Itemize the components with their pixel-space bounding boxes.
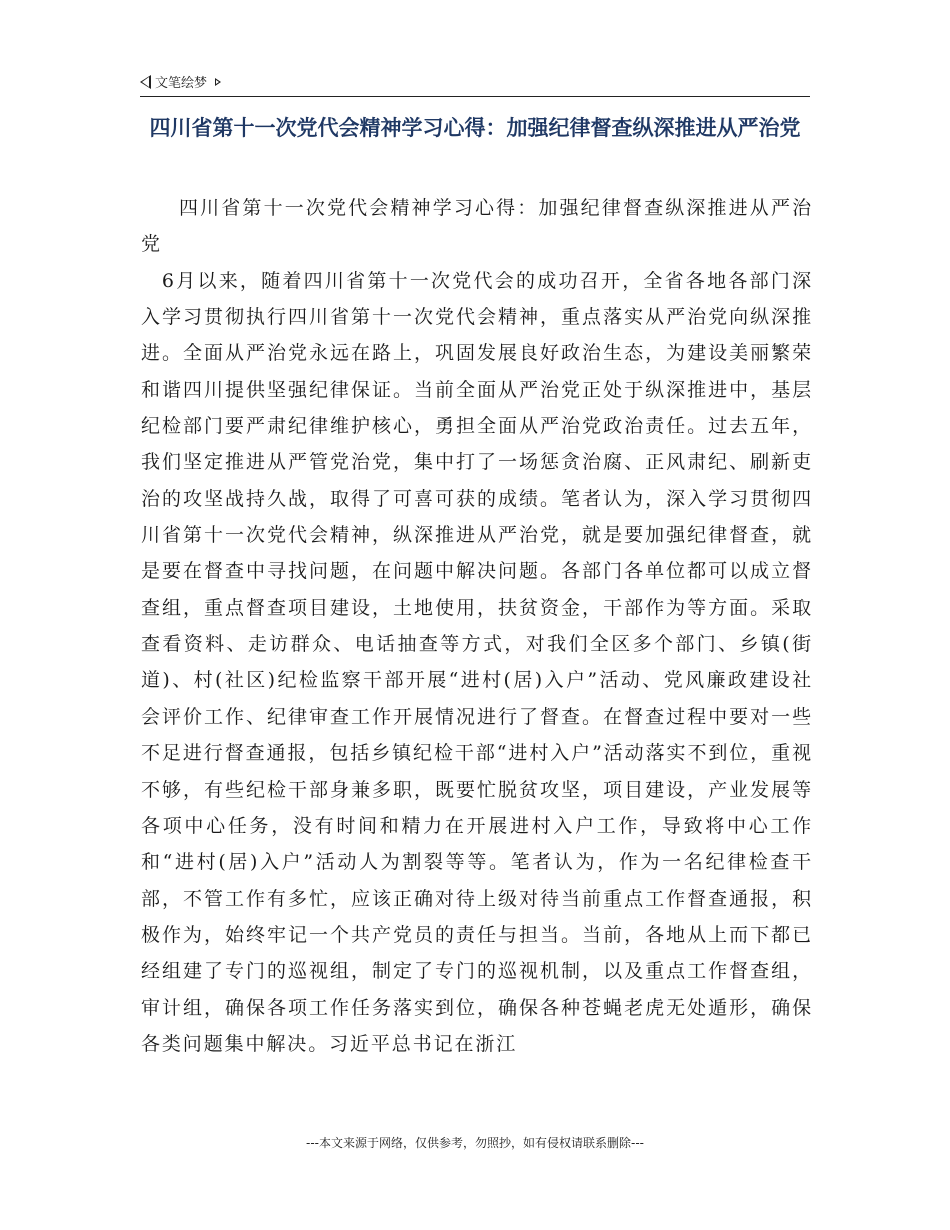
triangle-right-icon <box>215 78 221 86</box>
header-brand <box>140 72 221 91</box>
body-paragraph: 6月以来，随着四川省第十一次党代会的成功召开，全省各地各部门深入学习贯彻执行四川省第十一次党代会精神，重点落实从严治党向纵深推进。全面从严治党永远在路上，巩固发展良好政治生态，为建设美丽繁荣和谐四川提供坚强纪律保证。当前全面从严治党正处于纵深推进中，基层纪检部门要严肃纪律维护核心，勇担全面从严治党政治责任。过去五年，我们坚定推进从严管党治党，集中打了一场惩贪治腐、正风肃纪、刷新吏治的攻坚战持久战，取得了可喜可获的成绩。笔者认为，深入学习贯彻四川省第十一次党代会精神，纵深推进从严治党，就是要加强纪律督查，就是要在督查中寻找问题，在问题中解决问题。各部门各单位都可以成立督查组，重点督查项目建设，土地使用，扶贫资金，干部作为等方面。采取查看资料、走访群众、电话抽查等方式，对我们全区多个部门、乡镇(街道)、村(社区)纪检监察干部开展“进村(居)入户”活动、党风廉政建设社会评价工作、纪律审查工作开展情况进行了督查。在督查过程中要对一些不足进行督查通报，包括乡镇纪检干部“进村入户”活动落实不到位，重视不够，有些纪检干部身兼多职，既要忙脱贫攻坚，项目建设，产业发展等各项中心任务，没有时间和精力在开展进村入户工作，导致将中心工作和“进村(居)入户”活动人为割裂等等。笔者认为，作为一名纪律检查干部，不管工作有多忙，应该正确对待上级对待当前重点工作督查通报，积极作为，始终牢记一个共产党员的责任与担当。当前，各地从上而下都已经组建了专门的巡视组，制定了专门的巡视机制，以及重点工作督查组，审计组，确保各项工作任务落实到位，确保各种苍蝇老虎无处遁形，确保各类问题集中解决。习近平总书记在浙江 <box>141 269 813 1055</box>
triangle-left-icon <box>140 75 151 89</box>
document-body <box>141 190 813 1062</box>
page-header <box>140 72 810 97</box>
document-title: 四川省第十一次党代会精神学习心得：加强纪律督查纵深推进从严治党 <box>149 115 801 140</box>
subtitle-paragraph: 四川省第十一次党代会精神学习心得：加强纪律督查纵深推进从严治党 <box>141 197 813 256</box>
brand-name: 文笔绘梦 <box>155 76 208 91</box>
page-footer: ---本文来源于网络，仅供参考，勿照抄，如有侵权请联系删除--- <box>306 1136 644 1150</box>
